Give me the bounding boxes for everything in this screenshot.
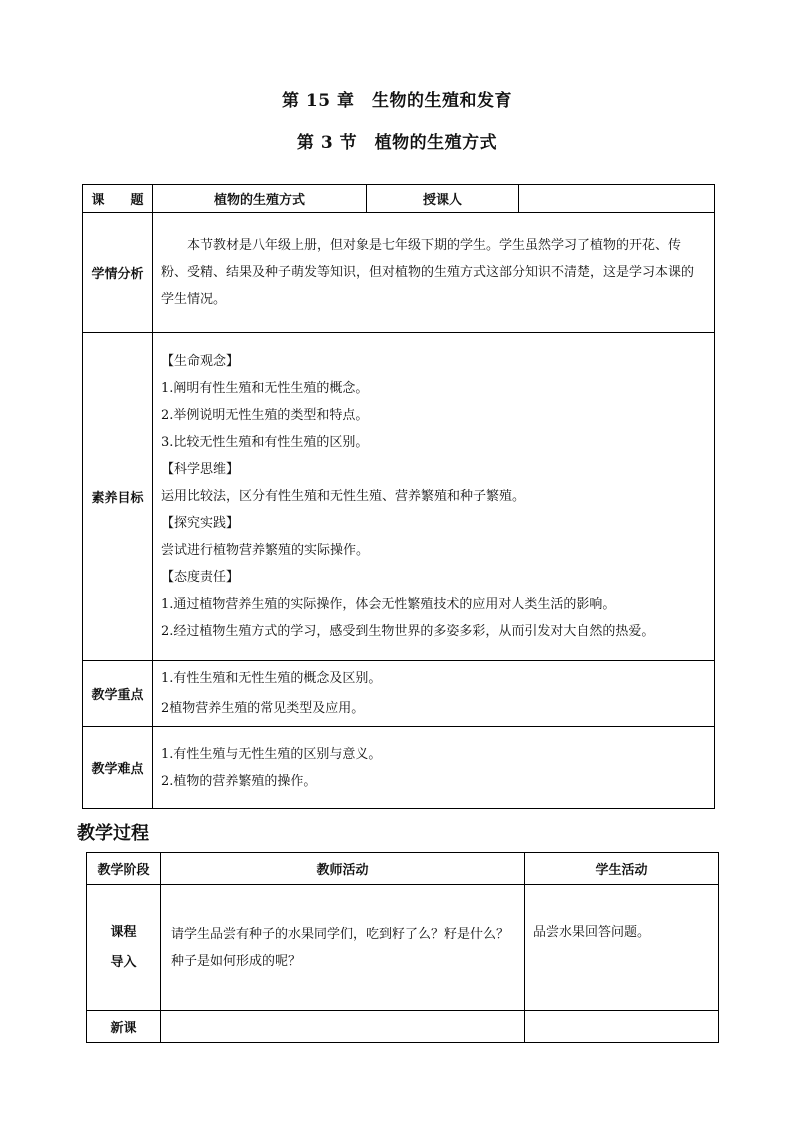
key-line: 1.有性生殖和无性生殖的概念及区别。 [161,670,382,686]
goal-line: 【科学思维】 [161,462,240,477]
difficult-points-row [83,727,715,809]
goal-line: 1.阐明有性生殖和无性生殖的概念。 [161,381,369,396]
process-section-title: 教学过程 [77,823,149,844]
stage-cell [87,885,161,1011]
goal-line: 2.举例说明无性生殖的类型和特点。 [161,408,369,423]
header-stage: 教学阶段 [87,853,161,885]
topic-value: 植物的生殖方式 [153,185,367,213]
goal-line: 1.通过植物营养生殖的实际操作，体会无性繁殖技术的应用对人类生活的影响。 [161,597,616,612]
table-row [87,885,719,1011]
student-activity-text: 品尝水果回答问题。 [533,925,651,940]
student-activity [525,1011,719,1043]
stage-cell: 新课 [87,1011,161,1043]
learner-cell [153,213,715,333]
chapter-title: 第 15 章 生物的生殖和发育 [282,91,512,111]
goal-line: 尝试进行植物营养繁殖的实际操作。 [161,543,370,558]
topic-label: 课 题 [83,185,153,213]
teacher-activity-text: 请学生品尝有种子的水果同学们，吃到籽了么？籽是什么？种子是如何形成的呢？ [171,926,510,969]
goals-row [83,333,715,661]
topic-row [83,185,715,213]
difficult-line: 1.有性生殖与无性生殖的区别与意义。 [161,746,382,762]
learner-text: 本节教材是八年级上册，但对象是七年级下期的学生。学生虽然学习了植物的开花、传粉、受精、结果及种子萌发等知识，但对植物的生殖方式这部分知识不清楚，这是学习本课的学生情况。 [161,238,695,307]
table-row [87,1011,719,1043]
lesson-info-table [82,184,715,809]
learner-row [83,213,715,333]
teacher-value [519,185,715,213]
process-table [86,852,719,1043]
section-title: 第 3 节 植物的生殖方式 [296,133,498,153]
difficult-cell [153,727,715,809]
learner-label: 学情分析 [83,213,153,333]
goal-line: 【态度责任】 [161,570,240,585]
process-header-row [87,853,719,885]
goal-line: 【探究实践】 [161,516,240,531]
teacher-activity [161,885,525,1011]
goals-cell [153,333,715,661]
goal-line: 运用比较法，区分有性生殖和无性生殖、营养繁殖和种子繁殖。 [161,489,526,504]
teacher-activity [161,1011,525,1043]
key-cell [153,661,715,727]
student-activity [525,885,719,1011]
goal-line: 【生命观念】 [161,354,240,369]
difficult-label: 教学难点 [83,727,153,809]
difficult-line: 2.植物的营养繁殖的操作。 [161,773,317,789]
header-teacher: 教师活动 [161,853,525,885]
teacher-label: 授课人 [367,185,519,213]
key-line: 2植物营养生殖的常见类型及应用。 [161,700,365,716]
key-label: 教学重点 [83,661,153,727]
stage-line: 导入 [110,954,137,970]
goal-line: 3.比较无性生殖和有性生殖的区别。 [161,435,369,450]
key-points-row [83,661,715,727]
goals-label: 素养目标 [83,333,153,661]
goal-line: 2.经过植物生殖方式的学习，感受到生物世界的多姿多彩，从而引发对大自然的热爱。 [161,624,655,639]
stage-line: 课程 [110,924,137,940]
header-student: 学生活动 [525,853,719,885]
